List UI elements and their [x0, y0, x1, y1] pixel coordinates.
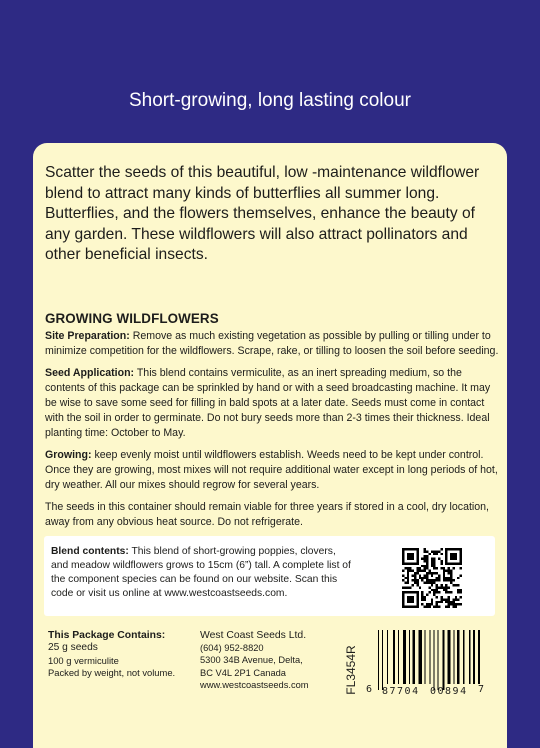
- seed-application-label: Seed Application:: [45, 367, 135, 379]
- seed-application-text: This blend contains vermiculite, as an inert spreading medium, so the contents of this package can be sprinkled by hand or with a seed broadcasting machine. It may be wise to save some seed for filling in bald spots at a later date. Seeds must come in contact with the soil in order to germinate. Do not bury seeds more than 2-3 times their thickness. Ideal planting time: October to May.: [45, 367, 491, 439]
- seed-application: [45, 366, 503, 441]
- package-note: Packed by weight, not volume.: [48, 667, 176, 679]
- barcode-digit-last: 7: [478, 684, 485, 695]
- company-info: [200, 630, 360, 691]
- blend-contents-box: [44, 536, 495, 616]
- company-name: West Coast Seeds Ltd.: [200, 630, 307, 641]
- growing-section: [45, 311, 503, 537]
- package-title: This Package Contains:: [48, 630, 166, 641]
- barcode-icon: [376, 630, 484, 690]
- qr-code-icon[interactable]: [402, 548, 462, 608]
- blend-contents: [51, 545, 351, 601]
- package-vermiculite: 100 g vermiculite: [48, 654, 119, 666]
- growing-instructions: [45, 448, 503, 493]
- intro-text: Scatter the seeds of this beautiful, low -maintenance wildflower blend to attract many kinds of butterflies all summer long. Butterflies, and the flowers themselves, enhance the beauty of any garden. These wildflowers will also attract pollinators and other beneficial insects.: [45, 164, 480, 263]
- blend-contents-label: Blend contents:: [51, 546, 129, 557]
- company-website[interactable]: www.westcoastseeds.com: [200, 679, 309, 690]
- barcode-digits-right: 00894: [430, 686, 468, 697]
- growing-label: Growing:: [45, 449, 92, 461]
- growing-title: GROWING WILDFLOWERS: [45, 311, 219, 326]
- barcode-digits-left: 87704: [382, 686, 420, 697]
- company-phone: (604) 952-8820: [200, 643, 264, 654]
- product-code-wrap: [344, 635, 358, 705]
- site-preparation-label: Site Preparation:: [45, 330, 130, 342]
- site-preparation: [45, 329, 503, 359]
- product-code: FL3454R: [344, 645, 358, 695]
- site-preparation-text: Remove as much existing vegetation as possible by pulling or tilling under to minimize competition for the wildflowers. Scrape, rake, or tilling to loosen the soil before seeding.: [45, 330, 499, 357]
- company-address-line2: BC V4L 2P1 Canada: [200, 667, 286, 678]
- company-address-line1: 5300 34B Avenue, Delta,: [200, 655, 303, 666]
- info-panel: [33, 143, 507, 748]
- storage-note: The seeds in this container should remain viable for three years if stored in a cool, dry location, away from any obvious heat source. Do not refrigerate.: [45, 501, 489, 528]
- headline: Short-growing, long lasting colour: [129, 90, 411, 111]
- blend-contents-text: This blend of short-growing poppies, clovers, and meadow wildflowers grows to 15cm (6”) tall. A complete list of the component species can be found on our website. Scan this code or visit us online at www.westcoastseeds.com.: [51, 546, 351, 599]
- barcode-digit-first: 6: [366, 684, 373, 695]
- package-contents: [48, 630, 208, 680]
- package-seeds: 25 g seeds: [48, 642, 98, 654]
- growing-text: keep evenly moist until wildflowers establish. Weeds need to be kept under control. Once they are growing, most mixes will not require additional water except in long periods of hot, dry weather. All our mixes should regrow for several years.: [45, 449, 498, 491]
- barcode: [366, 630, 484, 700]
